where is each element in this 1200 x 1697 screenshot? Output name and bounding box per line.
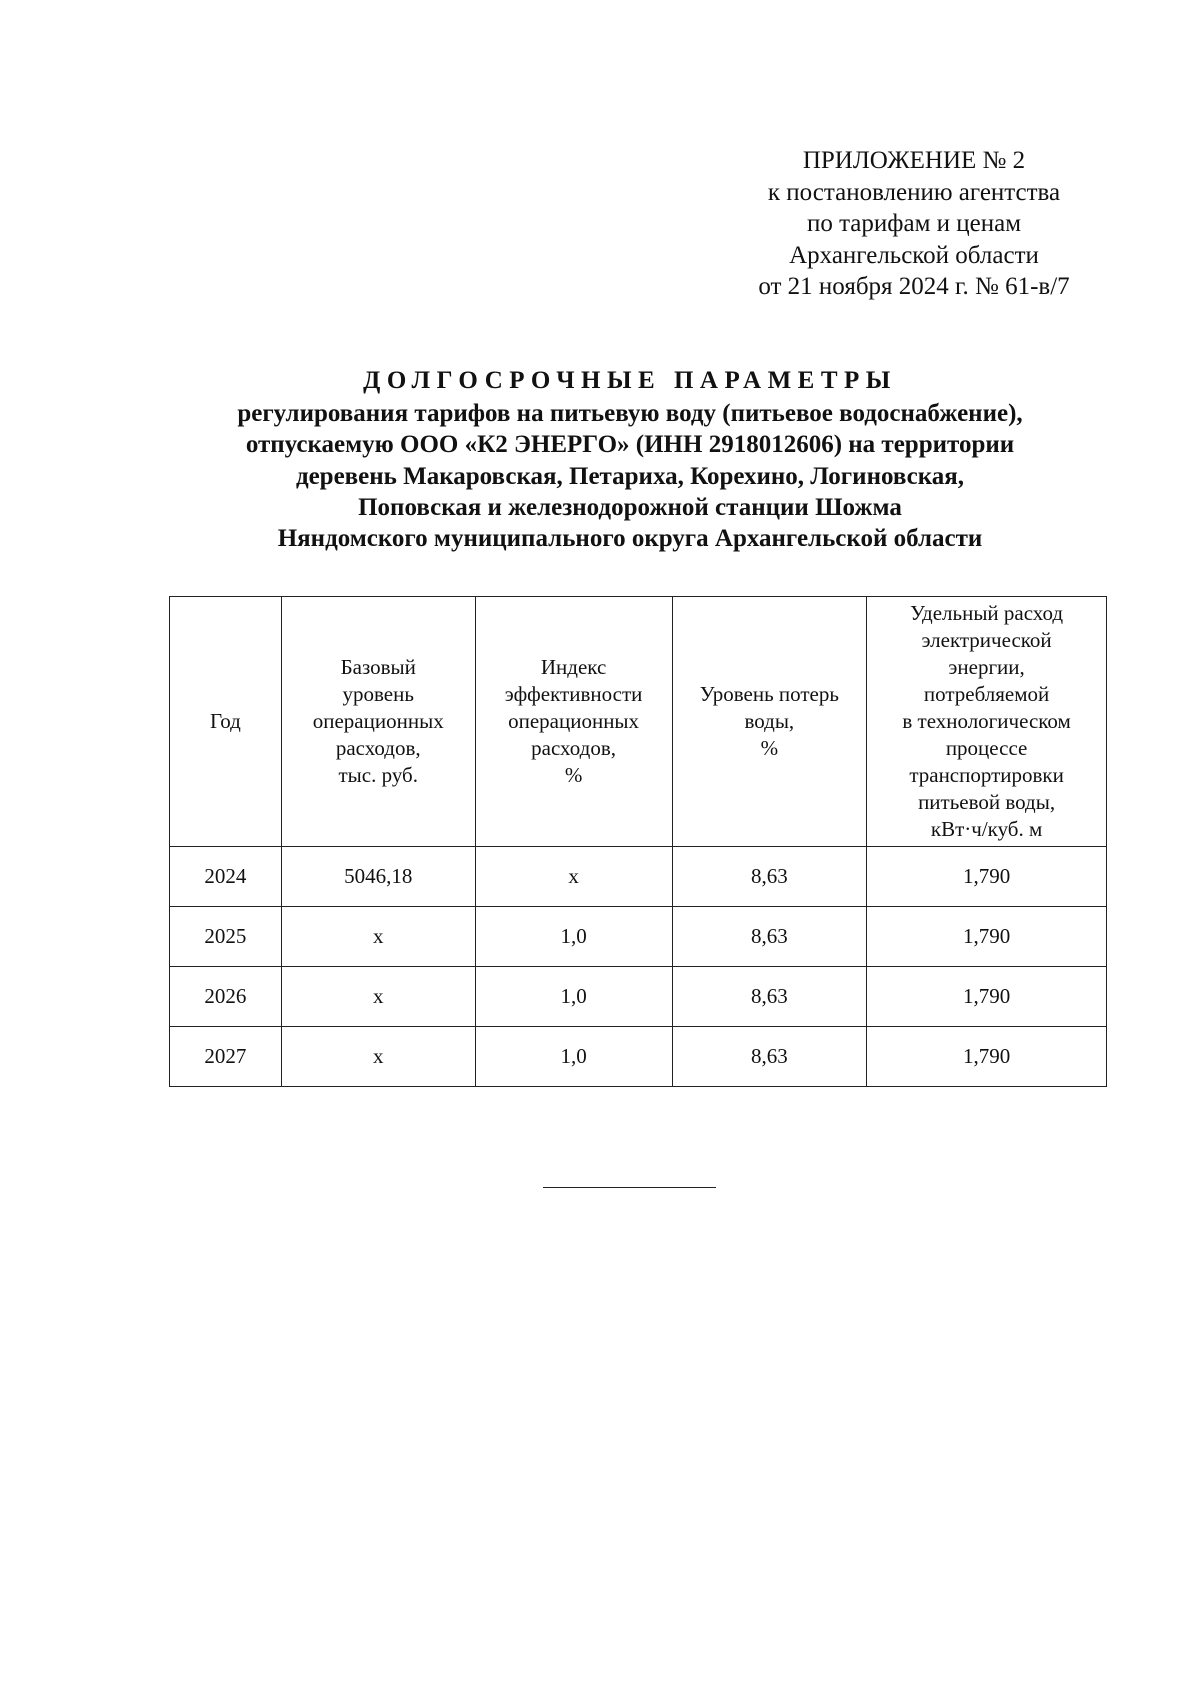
title-line: Няндомского муниципального округа Архангельской области <box>277 525 983 553</box>
cell-year: 2026 <box>170 967 282 1027</box>
cell-water-loss: 8,63 <box>672 1027 867 1087</box>
cell-year: 2027 <box>170 1027 282 1087</box>
closing-divider <box>543 1187 716 1188</box>
title-subtitle <box>170 398 1090 554</box>
cell-energy-consumption: 1,790 <box>867 1027 1107 1087</box>
header-year: Год <box>170 597 282 847</box>
table-row <box>170 907 1107 967</box>
appendix-header <box>724 145 1104 303</box>
cell-water-loss: 8,63 <box>672 847 867 907</box>
appendix-line: по тарифам и ценам <box>806 210 1022 237</box>
cell-efficiency-index: 1,0 <box>475 1027 672 1087</box>
cell-water-loss: 8,63 <box>672 907 867 967</box>
header-efficiency-index: Индекс эффективности операционных расходов, % <box>475 597 672 847</box>
parameters-table <box>169 596 1107 1087</box>
cell-efficiency-index: х <box>475 847 672 907</box>
cell-base-costs: х <box>281 967 475 1027</box>
cell-efficiency-index: 1,0 <box>475 907 672 967</box>
cell-energy-consumption: 1,790 <box>867 907 1107 967</box>
appendix-line: ПРИЛОЖЕНИЕ № 2 <box>802 147 1026 174</box>
title-line: Поповская и железнодорожной станции Шожма <box>358 493 902 521</box>
cell-year: 2024 <box>170 847 282 907</box>
table-row <box>170 967 1107 1027</box>
cell-year: 2025 <box>170 907 282 967</box>
cell-water-loss: 8,63 <box>672 967 867 1027</box>
header-base-costs: Базовый уровень операционных расходов, тыс. руб. <box>281 597 475 847</box>
title-main: ДОЛГОСРОЧНЫЕ ПАРАМЕТРЫ <box>363 367 897 394</box>
title-line: деревень Макаровская, Петариха, Корехино, Логиновская, <box>295 462 965 490</box>
table-row <box>170 1027 1107 1087</box>
cell-efficiency-index: 1,0 <box>475 967 672 1027</box>
table-header-row <box>170 597 1107 847</box>
header-water-loss: Уровень потерь воды, % <box>672 597 867 847</box>
cell-energy-consumption: 1,790 <box>867 847 1107 907</box>
cell-energy-consumption: 1,790 <box>867 967 1107 1027</box>
appendix-line: от 21 ноября 2024 г. № 61-в/7 <box>758 273 1070 300</box>
title-line: отпускаемую ООО «К2 ЭНЕРГО» (ИНН 2918012606) на территории <box>245 431 1015 459</box>
cell-base-costs: 5046,18 <box>281 847 475 907</box>
cell-base-costs: х <box>281 1027 475 1087</box>
appendix-line: Архангельской области <box>789 241 1039 269</box>
cell-base-costs: х <box>281 907 475 967</box>
appendix-line: к постановлению агентства <box>767 178 1061 206</box>
document-title <box>170 364 1090 554</box>
header-energy-consumption: Удельный расход электрической энергии, потребляемой в технологическом процессе транспортировки питьевой воды, кВт·ч/куб. м <box>867 597 1107 847</box>
title-line: регулирования тарифов на питьевую воду (питьевое водоснабжение), <box>237 400 1023 427</box>
table-row <box>170 847 1107 907</box>
